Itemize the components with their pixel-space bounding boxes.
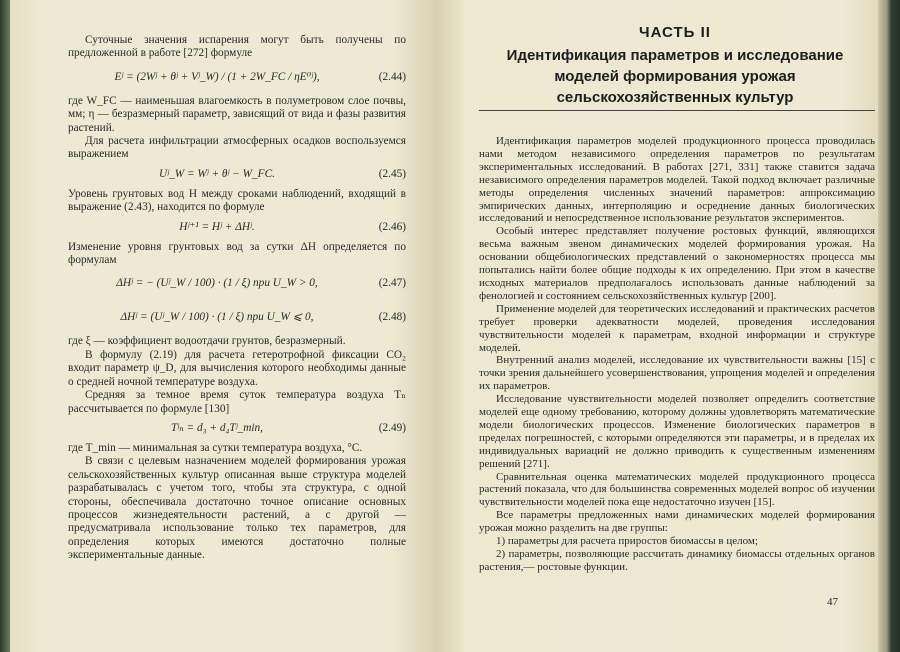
paragraph: Внутренний анализ моделей, исследование их чувствительности важны [15] с точки зрения дальнейшего усовершенствования, упрощения моделей и определения их параметров. xyxy=(479,354,875,393)
equation-2-46 xyxy=(68,215,406,241)
paragraph: Уровень грунтовых вод H между сроками наблюдений, входящий в выражение (2.43), находится по формуле xyxy=(68,187,406,214)
part-heading: ЧАСТЬ II xyxy=(639,24,711,41)
paragraph: Идентификация параметров моделей продукционного процесса проводилась нами методом независимого определения параметров по результатам экспериментальных исследований. В работах [271, 331] также ставится задача независимого определения параметров моделей. Такой подход включает различные методы определения численных значений параметров: аппроксимацию эмпирических данных, интерполяцию и осреднение данных биологических исследований и непосредственное использование результатов экспериментов. xyxy=(479,135,875,225)
left-text-column xyxy=(68,34,406,563)
equation-2-45 xyxy=(68,162,406,188)
equation-number: (2.47) xyxy=(378,277,406,290)
right-page xyxy=(435,0,878,652)
right-text-column xyxy=(479,135,875,574)
paragraph: Средняя за темное время суток температура воздуха Tₙ рассчитывается по формуле [130] xyxy=(68,389,406,415)
equation-2-49 xyxy=(68,416,406,442)
chapter-title: Идентификация параметров и исследование моделей формирования урожая сельскохозяйственных культур xyxy=(506,47,844,106)
paragraph: В формулу (2.19) для расчета гетеротрофной фиксации CO₂ входит параметр ψ_D, для вычисления которого необходимы данные о средней ночной температуре воздуха. xyxy=(68,348,406,388)
book-edge-left xyxy=(0,0,10,652)
equation-2-44 xyxy=(68,61,406,95)
equation-number: (2.48) xyxy=(378,311,406,324)
paragraph: где T_min — минимальная за сутки температура воздуха, °C. xyxy=(68,441,363,454)
title-rule xyxy=(479,110,875,111)
formula: Hʲ⁺¹ = Hʲ + ΔHʲ. xyxy=(179,220,255,233)
paragraph: Особый интерес представляет получение ростовых функций, являющихся весьма важным звеном динамических моделей формирования урожая. На основании общебиологических представлений о закономерностях процесса мы попытались найти более общие подходы к их определению. При этом в качестве исходных материалов предполагалось использовать данные наблюдений за фенологией и состоянием сельскохозяйственных культур [200]. xyxy=(479,225,875,302)
paragraph: Изменение уровня грунтовых вод за сутки ΔH определяется по формулам xyxy=(68,240,406,267)
equation-number: (2.46) xyxy=(378,220,406,233)
paragraph: Для расчета инфильтрации атмосферных осадков воспользуемся выражением xyxy=(68,135,406,161)
equation-2-48 xyxy=(68,301,406,335)
paragraph: Сравнительная оценка математических моделей продукционного процесса растений показала, что для большинства современных моделей вопрос об изучении чувствительности моделей пока еще недостаточно изучен [15]. xyxy=(479,470,875,509)
list-item: 2) параметры, позволяющие рассчитать динамику биомассы отдельных органов растения,— ростовые функции. xyxy=(479,548,875,573)
paragraph: Все параметры предложенных нами динамических моделей формирования урожая можно разделить на две группы: xyxy=(479,509,875,535)
equation-number: (2.49) xyxy=(378,421,406,434)
formula: Uʲ_W = Wʲ + θʲ − W_FC. xyxy=(159,167,275,180)
formula: ΔHʲ = − (Uʲ_W / 100) · (1 / ξ) при U_W > 0, xyxy=(116,277,318,290)
equation-number: (2.45) xyxy=(378,167,406,180)
paragraph: Исследование чувствительности моделей позволяет определить соответствие моделей еще одному требованию, которому должны удовлетворять математические модели биологических процессов. Изменение биологических параметров в пределах погрешностей, с которыми определяются эти параметры, и в пределах их индивидуальных вариаций не должно приводить к существенным изменениям решений [271]. xyxy=(479,393,875,470)
book-edge-right xyxy=(878,0,900,652)
formula: Tʲₙ = d₃ + d₄Tʲ_min, xyxy=(171,421,263,434)
paragraph: В связи с целевым назначением моделей формирования урожая сельскохозяйственных культур описанная выше структура моделей разрабатывалась с учетом того, чтобы эта структура, с одной стороны, обеспечивала достаточно точное описание основных процессов жизнедеятельности растений, а с другой — предусматривала использование только тех параметров, для определения которых имеются достаточно полные экспериментальные данные. xyxy=(68,455,406,562)
paragraph: Применение моделей для теоретических исследований и практических расчетов требует проверки адекватности моделей, проведения исследования чувствительности моделей к параметрам, входной информации и структуре моделей. xyxy=(479,302,875,354)
paragraph: Суточные значения испарения могут быть получены по предложенной в работе [272] формуле xyxy=(68,34,406,60)
equation-number: (2.44) xyxy=(378,70,406,83)
paragraph: где ξ — коэффициент водоотдачи грунтов, безразмерный. xyxy=(68,335,346,348)
list-item: 1) параметры для расчета приростов биомассы в целом; xyxy=(496,535,758,548)
formula: Eʲ = (2Wʲ + θʲ + Vʲ_W) / (1 + 2W_FC / ηE⁰ʲ), xyxy=(114,70,320,83)
left-page xyxy=(10,0,435,652)
equation-2-47 xyxy=(68,267,406,301)
page-number: 47 xyxy=(827,596,838,608)
formula: ΔHʲ = (Uʲ_W / 100) · (1 / ξ) при U_W ⩽ 0, xyxy=(120,311,314,324)
paragraph: где W_FC — наименьшая влагоемкость в полуметровом слое почвы, мм; η — безразмерный параметр, зависящий от вида и фазы развития растений. xyxy=(68,94,406,134)
